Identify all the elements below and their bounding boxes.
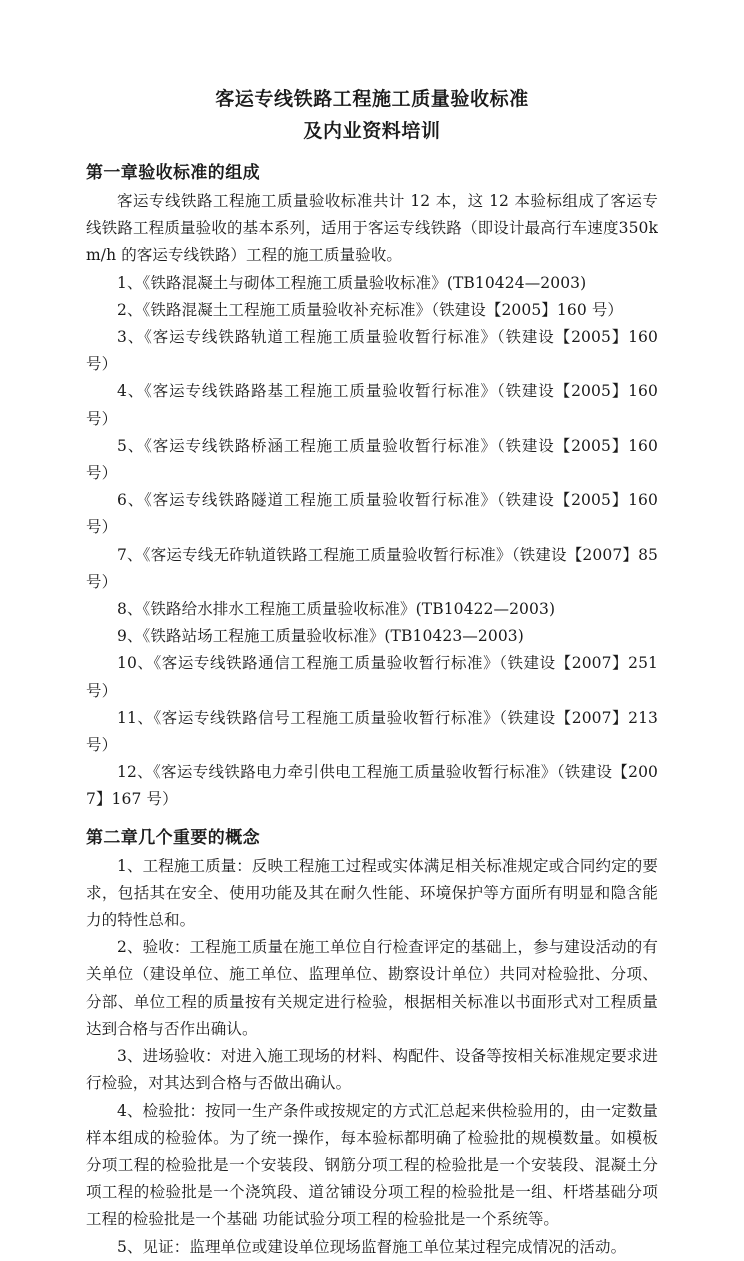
list-item: 3、进场验收：对进入施工现场的材料、构配件、设备等按相关标准规定要求进行检验，对其达到合格与否做出确认。	[86, 1047, 658, 1093]
list-item: 10、《客运专线铁路通信工程施工质量验收暂行标准》（铁建设【2007】251 号）	[86, 654, 658, 700]
chapter-one-intro-paragraph: 客运专线铁路工程施工质量验收标准共计 12 本，这 12 本验标组成了客运专线铁路工程质量验收的基本系列，适用于客运专线铁路（即设计最高行车速度350km/h 的客运专线铁路）工程的施工质量验收。	[86, 192, 658, 265]
list-item: 4、检验批：按同一生产条件或按规定的方式汇总起来供检验用的，由一定数量样本组成的检验体。为了统一操作，每本验标都明确了检验批的规模数量。如模板分项工程的检验批是一个安装段、钢筋分项工程的检验批是一个安装段、混凝土分项工程的检验批是一个浇筑段、道岔铺设分项工程的检验批是一组、杆塔基础分项工程的检验批是一个基础 功能试验分项工程的检验批是一个系统等。	[86, 1101, 658, 1229]
list-item: 7、《客运专线无砟轨道铁路工程施工质量验收暂行标准》（铁建设【2007】85 号）	[86, 545, 658, 591]
document-title-line-2: 及内业资料培训	[303, 120, 441, 142]
list-item: 9、《铁路站场工程施工质量验收标准》(TB10423—2003)	[117, 627, 524, 646]
document-content	[86, 84, 658, 1261]
chapter-one-heading: 第一章验收标准的组成	[86, 163, 260, 183]
list-item: 1、工程施工质量：反映工程施工过程或实体满足相关标准规定或合同约定的要求，包括其在安全、使用功能及其在耐久性能、环境保护等方面所有明显和隐含能力的特性总和。	[86, 856, 658, 930]
list-item: 3、《客运专线铁路轨道工程施工质量验收暂行标准》（铁建设【2005】160 号）	[86, 328, 658, 374]
list-item: 2、《铁路混凝土工程施工质量验收补充标准》（铁建设【2005】160 号）	[117, 300, 624, 319]
page-title	[86, 84, 658, 146]
chapter-two-heading: 第二章几个重要的概念	[86, 827, 260, 848]
list-item: 5、见证：监理单位或建设单位现场监督施工单位某过程完成情况的活动。	[117, 1237, 627, 1256]
list-item: 8、《铁路给水排水工程施工质量验收标准》(TB10422—2003)	[117, 600, 556, 619]
list-item: 4、《客运专线铁路路基工程施工质量验收暂行标准》（铁建设【2005】160 号）	[86, 382, 658, 428]
list-item: 12、《客运专线铁路电力牵引供电工程施工质量验收暂行标准》（铁建设【2007】167 号）	[86, 763, 658, 809]
concepts-list	[86, 853, 658, 1261]
list-item: 5、《客运专线铁路桥涵工程施工质量验收暂行标准》（铁建设【2005】160 号）	[86, 436, 658, 483]
list-item: 6、《客运专线铁路隧道工程施工质量验收暂行标准》（铁建设【2005】160 号）	[86, 491, 658, 537]
list-item: 2、验收：工程施工质量在施工单位自行检查评定的基础上，参与建设活动的有关单位（建设单位、施工单位、监理单位、勘察设计单位）共同对检验批、分项、分部、单位工程的质量按有关规定进行检验，根据相关标准以书面形式对工程质量达到合格与否作出确认。	[86, 938, 658, 1038]
standards-list	[86, 270, 658, 814]
list-item: 1、《铁路混凝土与砌体工程施工质量验收标准》(TB10424—2003)	[117, 273, 587, 292]
document-title-line-1: 客运专线铁路工程施工质量验收标准	[215, 88, 529, 110]
list-item: 11、《客运专线铁路信号工程施工质量验收暂行标准》（铁建设【2007】213 号）	[86, 708, 658, 755]
